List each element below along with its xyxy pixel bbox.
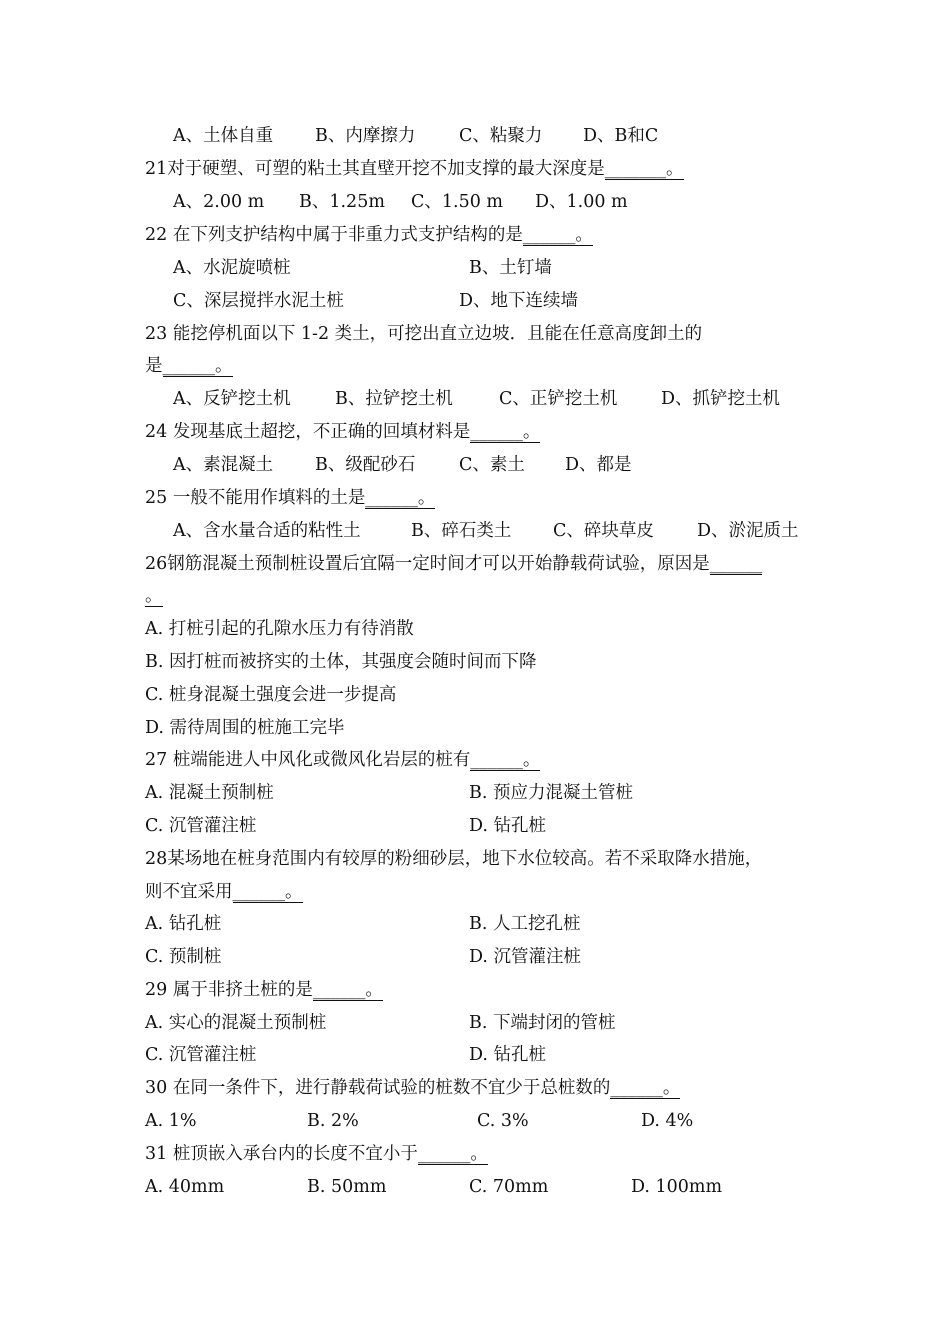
- option: A、土体自重: [173, 126, 274, 146]
- option: A、水泥旋喷桩: [173, 258, 291, 278]
- option: B. 人工挖孔桩: [469, 914, 581, 934]
- option: D. 需待周围的桩施工完毕: [145, 718, 345, 738]
- option-row: [145, 780, 840, 806]
- question-23-cont: [145, 353, 840, 379]
- question-23: [145, 321, 840, 347]
- option-row: [173, 189, 840, 215]
- option: B. 因打桩而被挤实的土体，其强度会随时间而下降: [145, 652, 537, 672]
- option-line: [145, 715, 840, 741]
- option: D、B和C: [583, 126, 659, 146]
- option: B、1.25m: [299, 192, 385, 212]
- option: C. 70mm: [469, 1177, 549, 1197]
- option: D、1.00 m: [535, 192, 628, 212]
- option: C. 沉管灌注桩: [145, 1045, 257, 1065]
- option: D. 100mm: [631, 1177, 723, 1197]
- option-row: [173, 386, 840, 412]
- answer-blank: 。: [145, 586, 163, 606]
- question-30: [145, 1075, 840, 1101]
- option: C、碎块草皮: [553, 521, 654, 541]
- option: D. 沉管灌注桩: [469, 947, 582, 967]
- option-row: [145, 1010, 840, 1036]
- option: B. 2%: [307, 1111, 359, 1131]
- option: B、土钉墙: [469, 258, 552, 278]
- question-text: 27 桩端能进人中风化或微风化岩层的桩有: [145, 750, 471, 770]
- option: D. 钻孔桩: [469, 816, 547, 836]
- option: B、拉铲挖土机: [335, 389, 453, 409]
- question-26: [145, 551, 840, 577]
- option: A. 实心的混凝土预制桩: [145, 1013, 327, 1033]
- question-29: [145, 977, 840, 1003]
- option-row: [145, 1042, 840, 1068]
- question-text: 是: [145, 356, 163, 376]
- question-text: 25 一般不能用作填料的土是: [145, 488, 366, 508]
- option-line: [145, 682, 840, 708]
- option: B、碎石类土: [411, 521, 512, 541]
- question-26-cont: [145, 583, 840, 609]
- option: D、地下连续墙: [459, 291, 579, 311]
- option: C、正铲挖土机: [499, 389, 618, 409]
- answer-blank: ______。: [365, 488, 436, 508]
- option: B. 50mm: [307, 1177, 387, 1197]
- question-27: [145, 747, 840, 773]
- option: A. 混凝土预制桩: [145, 783, 274, 803]
- question-text: 31 桩顶嵌入承台内的长度不宜小于: [145, 1144, 418, 1164]
- question-text: 则不宜采用: [145, 882, 233, 902]
- answer-blank: ______。: [417, 1144, 488, 1164]
- option: C. 预制桩: [145, 947, 222, 967]
- answer-blank: ______。: [522, 225, 593, 245]
- option: A、含水量合适的粘性土: [173, 521, 361, 541]
- option: B、级配砂石: [315, 455, 416, 475]
- question-28-cont: [145, 879, 840, 905]
- option-line: [145, 649, 840, 675]
- option-row: [173, 123, 840, 149]
- answer-blank: _______。: [604, 159, 684, 179]
- option-row: [145, 911, 840, 937]
- option: B. 下端封闭的管桩: [469, 1013, 616, 1033]
- option: C、1.50 m: [411, 192, 504, 212]
- option-row: [145, 944, 840, 970]
- option-row: [173, 255, 840, 281]
- option: D. 4%: [641, 1111, 694, 1131]
- question-31: [145, 1141, 840, 1167]
- question-25: [145, 485, 840, 511]
- question-text: 30 在同一条件下，进行静载荷试验的桩数不宜少于总桩数的: [145, 1078, 611, 1098]
- option: A、反铲挖土机: [173, 389, 291, 409]
- answer-blank: ______。: [470, 750, 541, 770]
- question-text: 21对于硬塑、可塑的粘土其直壁开挖不加支撑的最大深度是: [145, 159, 605, 179]
- option: C. 桩身混凝土强度会进一步提高: [145, 685, 397, 705]
- option: B. 预应力混凝土管桩: [469, 783, 633, 803]
- question-21: [145, 156, 840, 182]
- option: D. 钻孔桩: [469, 1045, 547, 1065]
- option: C、素土: [459, 455, 525, 475]
- answer-blank: ______: [709, 554, 763, 574]
- question-text: 29 属于非挤土桩的是: [145, 980, 313, 1000]
- option: A. 打桩引起的孔隙水压力有待消散: [145, 619, 414, 639]
- answer-blank: ______。: [232, 882, 303, 902]
- option-row: [145, 1108, 840, 1134]
- question-28: [145, 846, 840, 872]
- option: C. 3%: [477, 1111, 529, 1131]
- option: C、深层搅拌水泥土桩: [173, 291, 344, 311]
- option-row: [173, 288, 840, 314]
- option-row: [173, 452, 840, 478]
- option: A. 40mm: [145, 1177, 225, 1197]
- option: A. 1%: [145, 1111, 197, 1131]
- option-row: [173, 518, 840, 544]
- answer-blank: ______。: [312, 980, 383, 1000]
- question-24: [145, 419, 840, 445]
- option: C、粘聚力: [459, 126, 543, 146]
- answer-blank: ______。: [470, 422, 541, 442]
- question-22: [145, 222, 840, 248]
- option: D、淤泥质土: [697, 521, 799, 541]
- question-text: 24 发现基底土超挖，不正确的回填材料是: [145, 422, 471, 442]
- question-text: 28某场地在桩身范围内有较厚的粉细砂层，地下水位较高。若不采取降水措施，: [145, 849, 763, 869]
- option: D、抓铲挖土机: [661, 389, 781, 409]
- question-text: 22 在下列支护结构中属于非重力式支护结构的是: [145, 225, 523, 245]
- question-text: 26钢筋混凝土预制桩设置后宜隔一定时间才可以开始静载荷试验，原因是: [145, 554, 710, 574]
- option-line: [145, 616, 840, 642]
- option: D、都是: [565, 455, 632, 475]
- option: B、内摩擦力: [315, 126, 416, 146]
- option: C. 沉管灌注桩: [145, 816, 257, 836]
- option: A、素混凝土: [173, 455, 274, 475]
- option: A. 钻孔桩: [145, 914, 222, 934]
- answer-blank: ______。: [610, 1078, 681, 1098]
- question-text: 23 能挖停机面以下 1-2 类土，可挖出直立边坡．且能在任意高度卸土的: [145, 324, 703, 344]
- option-row: [145, 813, 840, 839]
- option-row: [145, 1174, 840, 1200]
- option: A、2.00 m: [173, 192, 265, 212]
- answer-blank: ______。: [162, 356, 233, 376]
